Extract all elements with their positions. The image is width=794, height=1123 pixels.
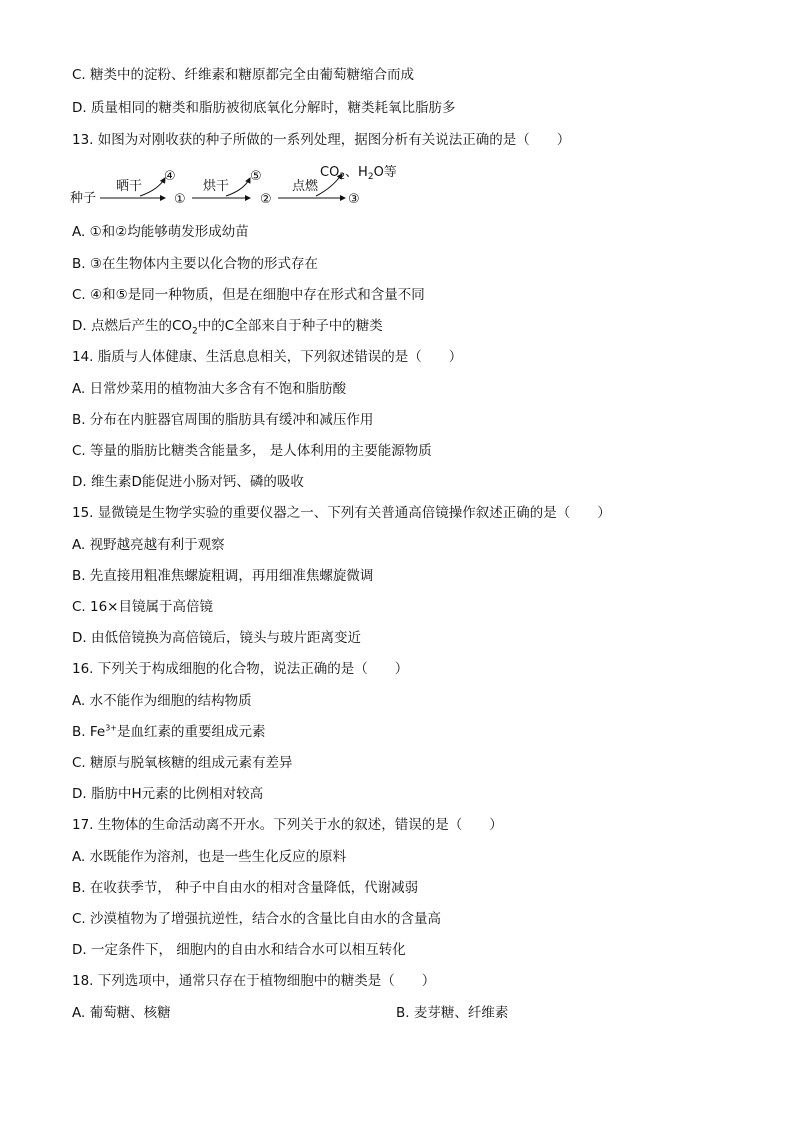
option-13d-post: 中的C全部来自于种子中的糖类 xyxy=(197,318,383,334)
option-14a: A. 日常炒菜用的植物油大多含有不饱和脂肪酸 xyxy=(72,381,347,397)
question-13: 13. 如图为对刚收获的种子所做的一系列处理，据图分析有关说法正确的是（ ） xyxy=(72,132,571,148)
option-13b: B. ③在生物体内主要以化合物的形式存在 xyxy=(72,256,318,272)
option-16b xyxy=(72,723,265,741)
option-16c: C. 糖原与脱氧核糖的组成元素有差异 xyxy=(72,755,293,771)
question-15: 15. 显微镜是生物学实验的重要仪器之一、下列有关普通高倍镜操作叙述正确的是（ ） xyxy=(72,505,611,521)
label-1: ① xyxy=(174,192,186,207)
seed-processing-diagram xyxy=(70,160,430,210)
option-13d-sub: 2 xyxy=(192,326,198,337)
branch-arrow-4 xyxy=(140,178,165,196)
option-13c: C. ④和⑤是同一种物质，但是在细胞中存在形式和含量不同 xyxy=(72,287,425,303)
question-14: 14. 脂质与人体健康、生活息息相关，下列叙述错误的是（ ） xyxy=(72,349,463,365)
option-15c: C. 16×目镜属于高倍镜 xyxy=(72,599,213,615)
label-2: ② xyxy=(260,192,272,207)
option-16a: A. 水不能作为细胞的结构物质 xyxy=(72,693,252,709)
label-4: ④ xyxy=(164,169,176,184)
option-15b: B. 先直接用粗准焦螺旋粗调，再用细准焦螺旋微调 xyxy=(72,568,374,584)
option-17a: A. 水既能作为溶剂，也是一些生化反应的原料 xyxy=(72,849,347,865)
step-dry-sun: 晒干 xyxy=(116,179,143,194)
option-16b-post: 是血红素的重要组成元素 xyxy=(116,724,266,740)
option-16d: D. 脂肪中H元素的比例相对较高 xyxy=(72,786,264,802)
option-14d: D. 维生素D能促进小肠对钙、磷的吸收 xyxy=(72,474,304,490)
option-12c: C. 糖类中的淀粉、纤维素和糖原都完全由葡萄糖缩合而成 xyxy=(72,67,415,83)
step-bake: 烘干 xyxy=(203,179,230,194)
option-13d-pre: D. 点燃后产生的CO xyxy=(72,318,193,334)
question-18: 18. 下列选项中，通常只存在于植物细胞中的糖类是（ ） xyxy=(72,973,436,989)
option-16b-sup: 3+ xyxy=(105,723,117,733)
option-18a: A. 葡萄糖、核糖 xyxy=(72,1005,171,1021)
option-17c: C. 沙漠植物为了增强抗逆性，结合水的含量比自由水的含量高 xyxy=(72,911,442,927)
option-16b-pre: B. Fe xyxy=(72,724,106,740)
option-15a: A. 视野越亮越有利于观察 xyxy=(72,537,225,553)
option-17d: D. 一定条件下， 细胞内的自由水和结合水可以相互转化 xyxy=(72,942,406,958)
option-17b: B. 在收获季节， 种子中自由水的相对含量降低，代谢减弱 xyxy=(72,880,419,896)
option-12d: D. 质量相同的糖类和脂肪被彻底氧化分解时，糖类耗氧比脂肪多 xyxy=(72,100,456,116)
question-16: 16. 下列关于构成细胞的化合物，说法正确的是（ ） xyxy=(72,661,409,677)
option-15d: D. 由低倍镜换为高倍镜后，镜头与玻片距离变近 xyxy=(72,630,361,646)
branch-arrow-5 xyxy=(226,178,250,196)
label-5: ⑤ xyxy=(250,169,262,184)
option-13a: A. ①和②均能够萌发形成幼苗 xyxy=(72,224,249,240)
option-18b: B. 麦芽糖、纤维素 xyxy=(396,1005,509,1021)
step-burn: 点燃 xyxy=(292,179,319,194)
question-17: 17. 生物体的生命活动离不开水。下列关于水的叙述，错误的是（ ） xyxy=(72,817,503,833)
option-14c: C. 等量的脂肪比糖类含能量多， 是人体利用的主要能源物质 xyxy=(72,443,432,459)
label-3: ③ xyxy=(348,192,360,207)
seed-label: 种子 xyxy=(70,191,97,206)
option-14b: B. 分布在内脏器官周围的脂肪具有缓冲和减压作用 xyxy=(72,412,374,428)
option-13d xyxy=(72,317,383,335)
products-label: $CO_2$、$H_2O$等 xyxy=(320,165,397,182)
